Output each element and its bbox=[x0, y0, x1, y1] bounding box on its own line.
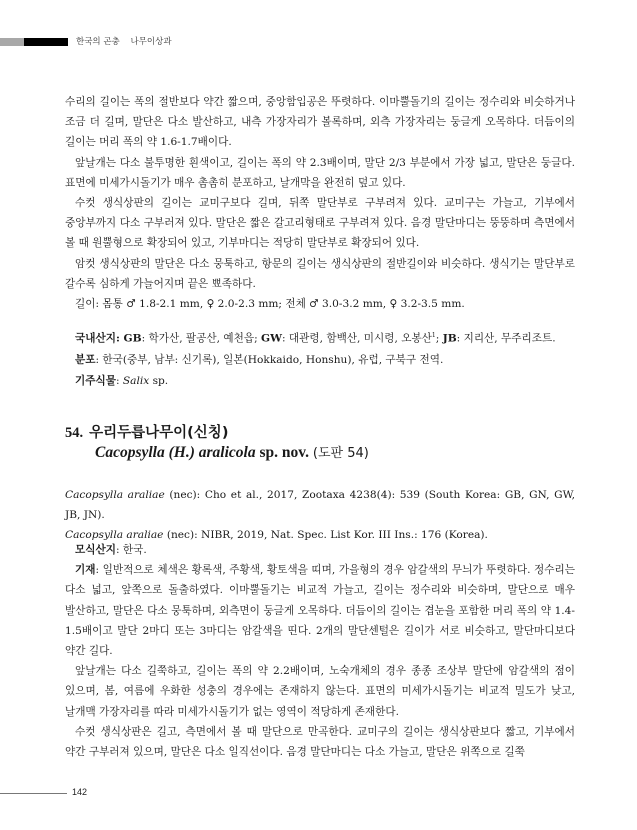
citation: Cacopsylla araliae (nec): Cho et al., 2017, Zootaxa 4238(4): 539 (South Korea: GB, GN, GW, JB, JN). bbox=[65, 489, 576, 521]
host-label: 기주식물 bbox=[75, 374, 116, 387]
distribution-label: 분포 bbox=[75, 353, 96, 366]
measurements: 길이: 몸통 ♂ 1.8-2.1 mm, ♀ 2.0-2.3 mm; 전체 ♂ 3.0-3.2 mm, ♀ 3.2-3.5 mm. bbox=[75, 298, 465, 311]
header-bar-black bbox=[24, 38, 68, 46]
species-number: 54. bbox=[65, 425, 84, 441]
page-number: 142 bbox=[72, 787, 88, 797]
scientific-name: Cacopsylla (H.) aralicola sp. nov. (도판 54) bbox=[95, 444, 369, 461]
distribution: 분포: 한국(중부, 남부: 신기록), 일본(Hokkaido, Honshu), 유럽, 구북구 전역. bbox=[75, 353, 444, 366]
section-title: 나무이상과 bbox=[130, 37, 172, 47]
description-continued bbox=[65, 92, 575, 314]
korean-name: 우리두릅나무이(신칭) bbox=[89, 425, 229, 441]
book-title: 한국의 곤충 bbox=[76, 37, 120, 47]
species-description bbox=[65, 540, 575, 762]
paragraph: 수컷 생식상판의 길이는 교미구보다 길며, 뒤쪽 말단부로 구부려져 있다. 교미구는 가늘고, 기부에서 중앙부까지 다소 구부러져 있다. 말단은 짧은 갈고리형태로 구부려져 있다. 음경 말단마디는 뚱뚱하며 측면에서 볼 때 원뿔형으로 확장되어 있고, 기부마디는 적당히 말단부로 확장되어 있다. bbox=[65, 197, 575, 250]
records bbox=[65, 325, 575, 392]
paragraph: 앞날개는 다소 불투명한 흰색이고, 길이는 폭의 약 2.3배이며, 말단 2/3 부분에서 가장 넓고, 말단은 둥글다. 표면에 미세가시돌기가 매우 촘촘히 분포하고, 날개막을 완전히 덮고 있다. bbox=[65, 156, 575, 189]
domestic-label: 국내산지 bbox=[75, 332, 116, 345]
paragraph: 앞날개는 다소 길쭉하고, 길이는 폭의 약 2.2배이며, 노숙개체의 경우 종종 조상부 말단에 암갈색의 점이 있으며, 봄, 여름에 우화한 성충의 경우에는 존재하지 않는다. 표면의 미세가시돌기는 비교적 밀도가 낮고, 날개맥 가장자리를 따라 미세가시돌기가 없는 영역이 적당하게 존재한다. bbox=[65, 665, 575, 718]
type-locality: 모식산지: 한국. bbox=[75, 544, 147, 556]
running-header-bar bbox=[0, 38, 68, 46]
host-plant: 기주식물: Salix sp. bbox=[75, 374, 169, 387]
paragraph: 수리의 길이는 폭의 절반보다 약간 짧으며, 중앙함입공은 뚜렷하다. 이마뿔돌기의 길이는 정수리와 비슷하거나 조금 더 길며, 말단은 다소 발산하고, 내측 가장자리가 볼록하며, 외측 가장자리는 둥글게 오목하다. 더듬이의 길이는 머리 폭의 약 1.6-1.7배이다. bbox=[65, 96, 575, 149]
description-label: 기재 bbox=[75, 564, 96, 577]
paragraph: 암컷 생식상판의 말단은 다소 뭉툭하고, 항문의 길이는 생식상판의 절반길이와 비슷하다. 생식기는 말단부로 갈수록 심하게 가늘어지며 끝은 뾰족하다. bbox=[65, 257, 575, 290]
domestic-records: 국내산지: GB: 학가산, 팔공산, 예천읍; GW: 대관령, 함백산, 미시령, 오봉산$^1$; JB: 지리산, 무주리조트. bbox=[75, 332, 556, 345]
citation: Cacopsylla araliae (nec): NIBR, 2019, Nat. Spec. List Kor. III Ins.: 176 (Korea). bbox=[65, 529, 488, 541]
citations bbox=[65, 485, 575, 545]
header-bar-gray bbox=[0, 38, 24, 46]
footer-rule bbox=[0, 793, 67, 794]
plate-ref: (도판 54) bbox=[312, 446, 369, 461]
running-header bbox=[76, 35, 172, 47]
paragraph: 기재: 일반적으로 체색은 황록색, 주황색, 황토색을 띠며, 가을형의 경우 암갈색의 무늬가 뚜렷하다. 정수리는 다소 넓고, 앞쪽으로 돌출하였다. 이마뿔돌기는 비교적 가늘고, 길이는 정수리와 비슷하며, 말단으로 매우 발산하고, 말단은 다소 뭉툭하며, 외측면이 둥글게 오목하다. 더듬이의 길이는 겹눈을 포함한 머리 폭의 약 1.4-1.5배이고 말단 2마디 또는 3마디는 암갈색을 띤다. 2개의 말단센털은 길이가 서로 비슷하고, 말단마디보다 약간 길다. bbox=[65, 564, 575, 658]
species-heading bbox=[65, 421, 228, 442]
paragraph: 수컷 생식상판은 길고, 측면에서 볼 때 말단으로 만곡한다. 교미구의 길이는 생식상판보다 짧고, 기부에서 약간 구부러져 있으며, 말단은 다소 일직선이다. 음경 말단마디는 다소 가늘고, 말단은 위쪽으로 길쭉 bbox=[65, 725, 575, 759]
